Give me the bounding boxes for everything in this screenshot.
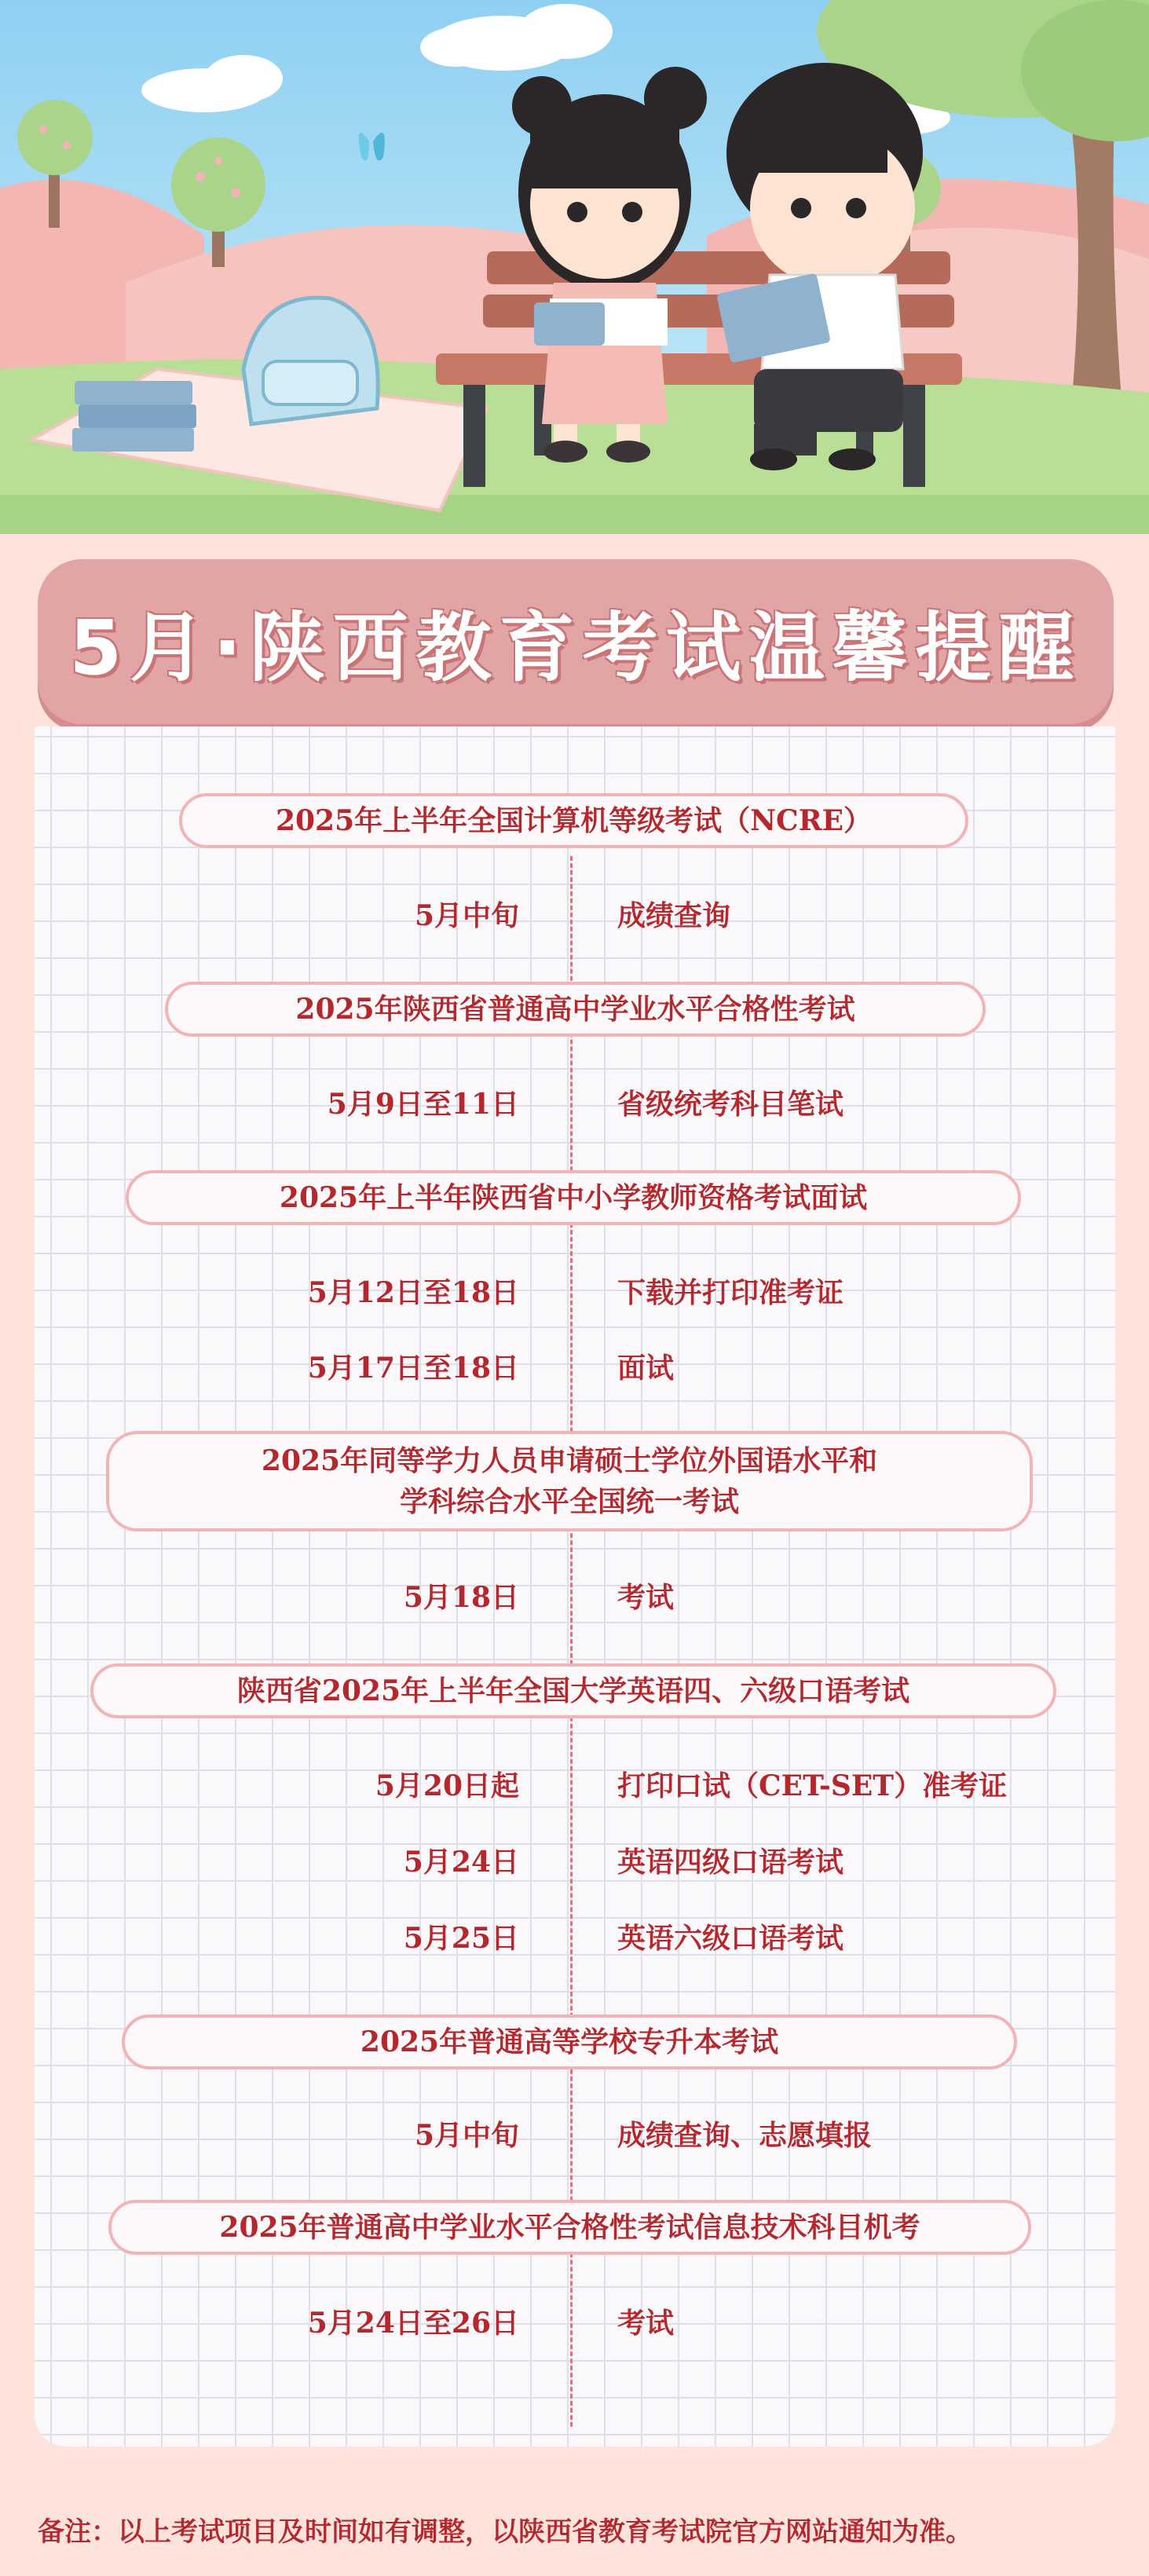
footer-note: 备注：以上考试项目及时间如有调整，以陕西省教育考试院官方网站通知为准。 — [38, 2516, 972, 2548]
section-heading — [108, 2200, 1031, 2255]
section-heading-line: 陕西省2025年上半年全国大学英语四、六级口语考试 — [236, 1674, 910, 1707]
schedule-desc: 英语六级口语考试 — [617, 1922, 844, 1955]
section-heading-line: 学科综合水平全国统一考试 — [399, 1485, 739, 1518]
schedule-row — [0, 894, 1149, 933]
schedule-date: 5月24日至26日 — [307, 2307, 519, 2340]
section-heading — [165, 982, 986, 1037]
section-heading-line: 2025年上半年陕西省中小学教师资格考试面试 — [279, 1181, 868, 1214]
schedule-row — [0, 1082, 1149, 1122]
schedule-desc: 面试 — [617, 1352, 675, 1385]
schedule-row — [0, 2113, 1149, 2153]
schedule-desc: 英语四级口语考试 — [617, 1846, 844, 1879]
section-heading — [90, 1663, 1056, 1718]
section-heading — [179, 793, 968, 848]
schedule-desc: 省级统考科目笔试 — [617, 1088, 844, 1121]
schedule-row — [0, 2301, 1149, 2340]
schedule-date: 5月中旬 — [414, 899, 519, 932]
schedule-desc: 下载并打印准考证 — [617, 1276, 844, 1309]
schedule-row — [0, 1764, 1149, 1803]
section-heading — [126, 1170, 1021, 1225]
schedule-date: 5月17日至18日 — [307, 1352, 519, 1385]
schedule-date: 5月24日 — [403, 1846, 519, 1879]
schedule-desc: 考试 — [617, 2307, 675, 2340]
schedule-row — [0, 1271, 1149, 1310]
schedule-desc: 考试 — [617, 1581, 675, 1614]
schedule-desc: 打印口试（CET-SET）准考证 — [617, 1769, 1008, 1802]
schedule-row — [0, 1840, 1149, 1879]
page-title: 5月·陕西教育考试温馨提醒 — [69, 603, 1082, 692]
section-heading-line: 2025年同等学力人员申请硕士学位外国语水平和 — [261, 1444, 878, 1477]
section-heading-line: 2025年陕西省普通高中学业水平合格性考试 — [295, 993, 855, 1026]
section-heading — [122, 2014, 1017, 2069]
schedule-date: 5月12日至18日 — [307, 1276, 519, 1309]
schedule-date: 5月9日至11日 — [327, 1088, 519, 1121]
illustration-park-bench — [0, 0, 1149, 534]
schedule-date: 5月25日 — [403, 1922, 519, 1955]
title-banner — [38, 559, 1114, 724]
section-heading-line: 2025年普通高等学校专升本考试 — [360, 2025, 779, 2058]
section-heading — [106, 1431, 1033, 1531]
section-heading-line: 2025年上半年全国计算机等级考试（NCRE） — [275, 804, 873, 837]
books-icon — [72, 381, 196, 452]
schedule-date: 5月20日起 — [375, 1769, 519, 1802]
schedule-desc: 成绩查询 — [617, 899, 731, 932]
schedule-row — [0, 1346, 1149, 1385]
schedule-row — [0, 1575, 1149, 1615]
schedule-date: 5月中旬 — [414, 2119, 519, 2152]
schedule-date: 5月18日 — [403, 1581, 519, 1614]
section-heading-line: 2025年普通高中学业水平合格性考试信息技术科目机考 — [219, 2211, 920, 2244]
schedule-desc: 成绩查询、志愿填报 — [617, 2119, 873, 2152]
schedule-row — [0, 1916, 1149, 1956]
